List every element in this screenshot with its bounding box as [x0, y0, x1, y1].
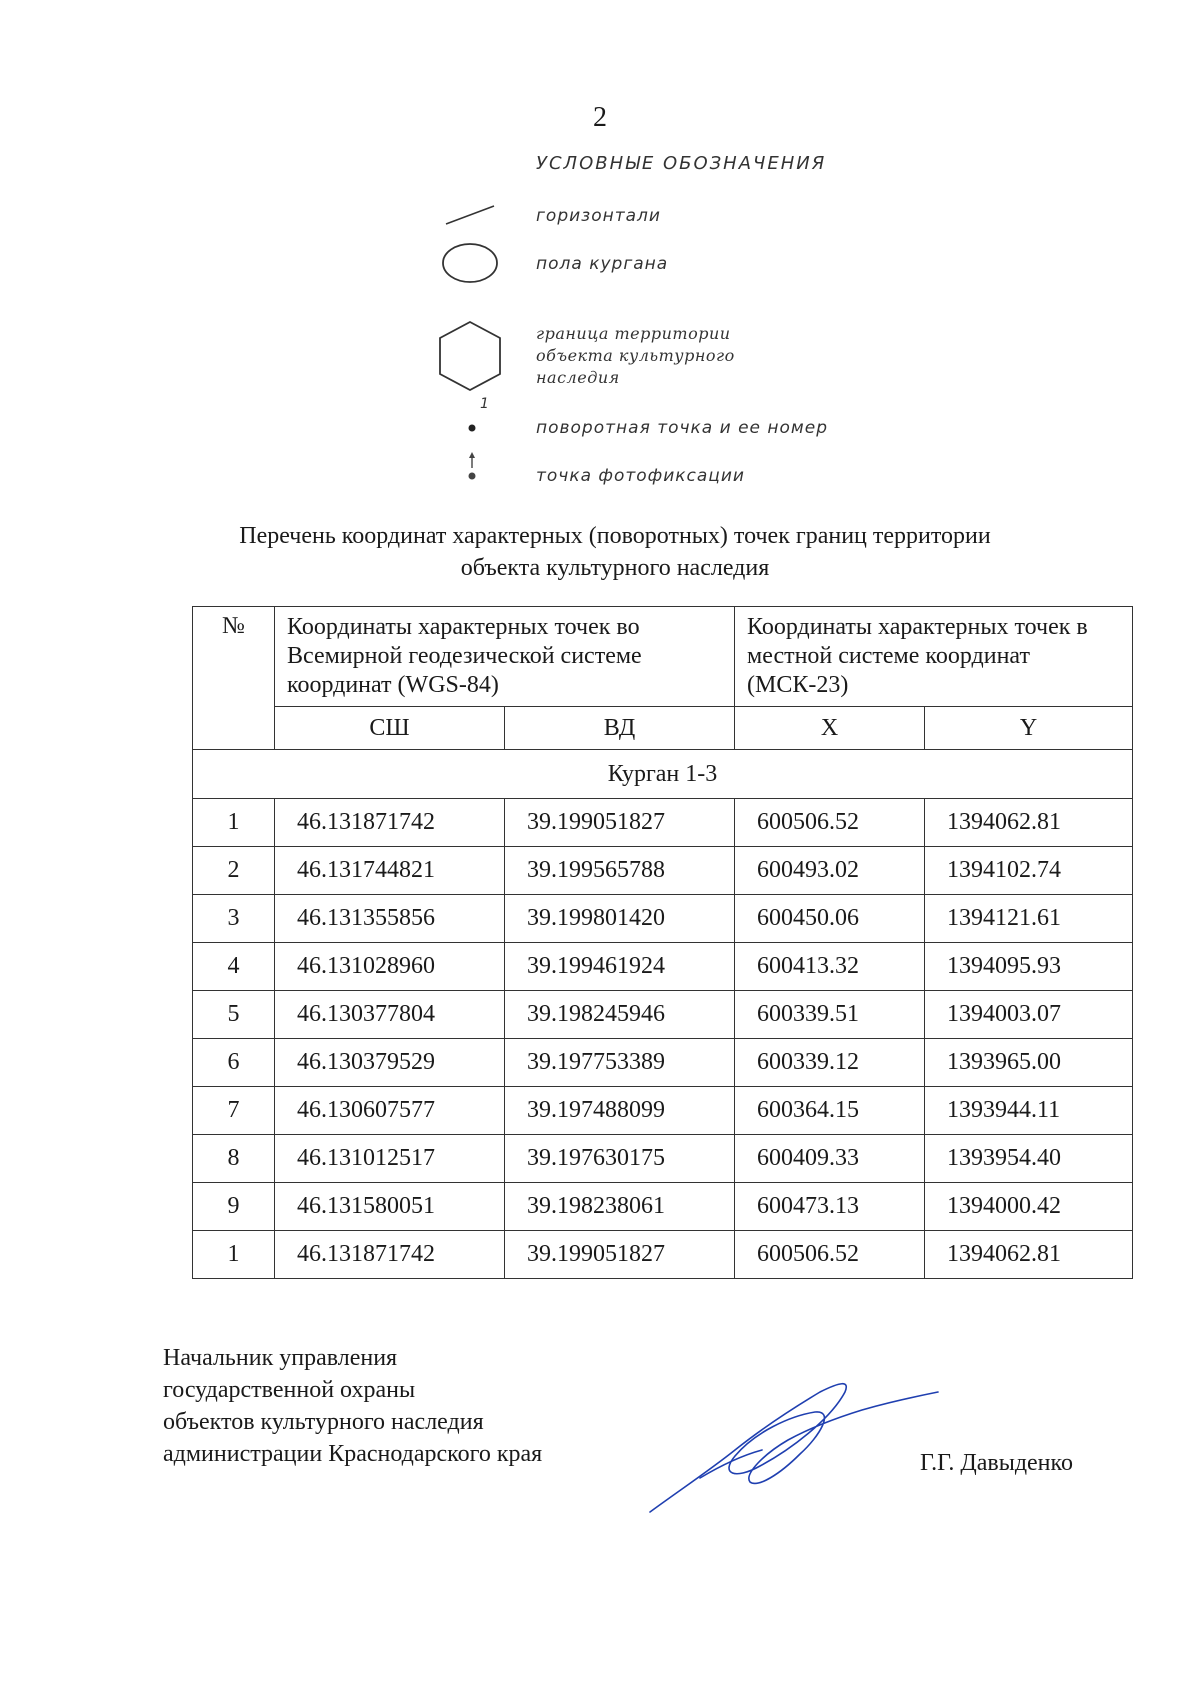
cell-x: 600364.15	[735, 1087, 925, 1135]
cell-lat: 46.130607577	[275, 1087, 505, 1135]
signature-title-line-3: объектов культурного наследия	[163, 1409, 484, 1435]
coordinates-list-title	[150, 520, 1080, 584]
legend-label: поворотная точка и ее номер	[536, 418, 828, 438]
row-number: 4	[193, 943, 275, 991]
row-number: 9	[193, 1183, 275, 1231]
cell-y: 1393944.11	[925, 1087, 1133, 1135]
cell-y: 1393954.40	[925, 1135, 1133, 1183]
hexagon-icon	[430, 318, 510, 398]
cell-x: 600339.12	[735, 1039, 925, 1087]
header-number: №	[193, 607, 275, 750]
cell-lon: 39.198245946	[505, 991, 735, 1039]
cell-x: 600450.06	[735, 895, 925, 943]
cell-lat: 46.130379529	[275, 1039, 505, 1087]
table-row	[193, 1183, 1133, 1231]
header-latitude: СШ	[275, 707, 505, 750]
cell-lon: 39.198238061	[505, 1183, 735, 1231]
table-row	[193, 1135, 1133, 1183]
cell-lat: 46.130377804	[275, 991, 505, 1039]
cell-y: 1394121.61	[925, 895, 1133, 943]
cell-lon: 39.197630175	[505, 1135, 735, 1183]
table-row	[193, 1039, 1133, 1087]
row-number: 3	[193, 895, 275, 943]
turning-point-icon	[430, 396, 510, 440]
signature-title-line-2: государственной охраны	[163, 1377, 416, 1403]
group-header: Курган 1-3	[193, 750, 1133, 799]
header-x: X	[735, 707, 925, 750]
table-row	[193, 847, 1133, 895]
row-number: 7	[193, 1087, 275, 1135]
table-row	[193, 895, 1133, 943]
cell-x: 600339.51	[735, 991, 925, 1039]
table-row	[193, 799, 1133, 847]
cell-lon: 39.199565788	[505, 847, 735, 895]
signatory-name: Г.Г. Давыденко	[920, 1450, 1073, 1476]
cell-lat: 46.131580051	[275, 1183, 505, 1231]
legend-item-territory-border	[430, 318, 890, 398]
cell-lat: 46.131028960	[275, 943, 505, 991]
cell-x: 600473.13	[735, 1183, 925, 1231]
cell-y: 1394003.07	[925, 991, 1133, 1039]
cell-x: 600506.52	[735, 799, 925, 847]
page-number: 2	[593, 102, 607, 133]
cell-lon: 39.199461924	[505, 943, 735, 991]
cell-y: 1394102.74	[925, 847, 1133, 895]
table-row	[193, 1231, 1133, 1279]
cell-lat: 46.131871742	[275, 1231, 505, 1279]
list-title-line-1: Перечень координат характерных (поворотных) точек границ территории	[239, 523, 991, 549]
row-number: 8	[193, 1135, 275, 1183]
row-number: 6	[193, 1039, 275, 1087]
row-number: 5	[193, 991, 275, 1039]
cell-y: 1394062.81	[925, 799, 1133, 847]
legend-item-turning-point	[430, 396, 890, 440]
cell-y: 1394062.81	[925, 1231, 1133, 1279]
legend-title: УСЛОВНЫЕ ОБОЗНАЧЕНИЯ	[536, 153, 827, 174]
row-number: 1	[193, 799, 275, 847]
legend-label: горизонтали	[536, 206, 661, 226]
cell-lat: 46.131355856	[275, 895, 505, 943]
legend-item-mound-floor	[430, 240, 890, 286]
header-wgs84: Координаты характерных точек во Всемирной геодезической системе координат (WGS-84)	[275, 607, 735, 707]
legend-label: точка фотофиксации	[536, 466, 745, 486]
cell-lon: 39.197753389	[505, 1039, 735, 1087]
cell-y: 1394095.93	[925, 943, 1133, 991]
cell-x: 600506.52	[735, 1231, 925, 1279]
legend-label-line-2: объекта культурного	[536, 346, 735, 365]
row-number: 2	[193, 847, 275, 895]
legend-item-photo-point	[430, 448, 890, 488]
signature-title-block	[163, 1342, 542, 1470]
cell-lon: 39.199051827	[505, 799, 735, 847]
legend-label-line-1: граница территории	[536, 324, 731, 343]
header-y: Y	[925, 707, 1133, 750]
header-longitude: ВД	[505, 707, 735, 750]
cell-lat: 46.131012517	[275, 1135, 505, 1183]
coordinates-table	[192, 606, 1133, 1279]
cell-x: 600493.02	[735, 847, 925, 895]
ellipse-icon	[430, 240, 510, 286]
handwritten-signature	[640, 1370, 940, 1520]
legend-label-line-3: наследия	[536, 368, 620, 387]
legend-item-contours	[430, 200, 890, 230]
cell-y: 1394000.42	[925, 1183, 1133, 1231]
signature-title-line-1: Начальник управления	[163, 1345, 398, 1371]
contour-line-icon	[430, 200, 500, 230]
cell-x: 600413.32	[735, 943, 925, 991]
cell-lon: 39.197488099	[505, 1087, 735, 1135]
legend-label: пола кургана	[536, 254, 669, 274]
header-msk23: Координаты характерных точек в местной системе координат (МСК-23)	[735, 607, 1133, 707]
row-number: 1	[193, 1231, 275, 1279]
cell-lon: 39.199051827	[505, 1231, 735, 1279]
table-row	[193, 991, 1133, 1039]
table-row	[193, 1087, 1133, 1135]
cell-y: 1393965.00	[925, 1039, 1133, 1087]
signature-title-line-4: администрации Краснодарского края	[163, 1441, 543, 1467]
table-row	[193, 943, 1133, 991]
cell-x: 600409.33	[735, 1135, 925, 1183]
cell-lon: 39.199801420	[505, 895, 735, 943]
cell-lat: 46.131871742	[275, 799, 505, 847]
turning-point-number: 1	[480, 396, 489, 412]
list-title-line-2: объекта культурного наследия	[460, 555, 770, 581]
cell-lat: 46.131744821	[275, 847, 505, 895]
photo-point-icon	[430, 448, 510, 488]
